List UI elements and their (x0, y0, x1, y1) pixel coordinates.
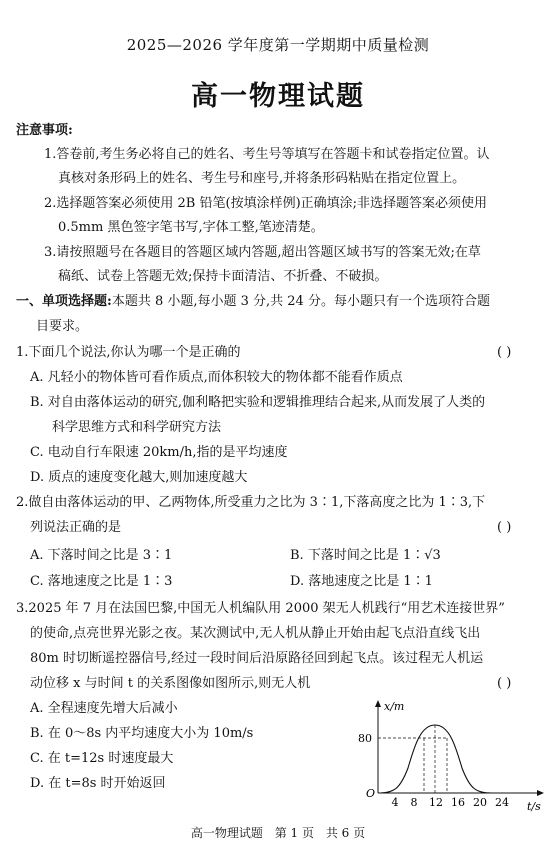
q1-option-a: A. 凡轻小的物体皆可看作质点,而体积较大的物体都不能看作质点 (30, 370, 403, 385)
q3-option-c: C. 在 t=12s 时速度最大 (30, 751, 174, 766)
notice-item-2-line-2: 0.5mm 黑色签字笔书写,字体工整,笔迹清楚。 (58, 220, 324, 235)
section-1-heading: 一、单项选择题: (16, 294, 112, 309)
t-axis-label: t/s (527, 800, 541, 813)
q1-answer-parens: ( ) (497, 345, 512, 360)
notice-item-3-line-2: 稿纸、试卷上答题无效;保持卡面清洁、不折叠、不破损。 (58, 269, 388, 284)
q3-option-b: B. 在 0～8s 内平均速度大小为 10m/s (30, 726, 254, 741)
footer-page-number: 第 1 页 (274, 826, 314, 840)
section-1-intro (16, 294, 490, 310)
q1-option-c: C. 电动自行车限速 20km/h,指的是平均速度 (30, 445, 288, 460)
q3-answer-parens: ( ) (497, 676, 512, 691)
q3-stem-line-2: 的使命,点亮世界光影之夜。某次测试中,无人机从静止开始由起飞点沿直线飞出 (30, 626, 481, 641)
x-tick-4: 4 (391, 796, 399, 809)
notice-item-3-line-1: 3.请按照题号在各题目的答题区域内答题,超出答题区域书写的答案无效;在草 (44, 245, 481, 260)
q3-option-d: D. 在 t=8s 时开始返回 (30, 776, 166, 791)
q1-option-b-line-1: B. 对自由落体运动的研究,伽利略把实验和逻辑推理结合起来,从而发展了人类的 (30, 395, 486, 410)
notice-heading: 注意事项: (16, 123, 73, 138)
q1-stem: 1.下面几个说法,你认为哪一个是正确的 (16, 345, 241, 360)
q2-option-a: A. 下落时间之比是 3∶1 (30, 548, 173, 563)
notice-item-1-line-1: 1.答卷前,考生务必将自己的姓名、考生号等填写在答题卡和试卷指定位置。认 (44, 147, 490, 162)
x-axis-arrow (375, 700, 381, 707)
exam-title-line: 2025—2026 学年度第一学期期中质量检测 (126, 36, 430, 54)
section-1-text: 本题共 8 小题,每小题 3 分,共 24 分。每小题只有一个选项符合题 (111, 294, 490, 309)
x-axis-label: x/m (384, 700, 405, 713)
q2-option-b: B. 下落时间之比是 1∶√3 (290, 548, 441, 563)
y-tick-80: 80 (358, 732, 372, 745)
x-tick-16: 16 (451, 796, 465, 809)
q2-stem-line-2: 列说法正确的是 (30, 520, 122, 535)
q1-option-b-line-2: 科学思维方式和科学研究方法 (52, 420, 222, 435)
page-title: 高一物理试题 (191, 81, 365, 112)
page-footer (0, 824, 556, 841)
section-1-text-line-2: 目要求。 (36, 319, 89, 334)
x-t-graph (356, 696, 552, 814)
q3-stem-line-3: 80m 时切断遥控器信号,经过一段时间后沿原路径回到起飞点。该过程无人机运 (30, 651, 484, 666)
q3-stem-line-1: 3.2025 年 7 月在法国巴黎,中国无人机编队用 2000 架无人机践行“用艺术连接世界” (16, 601, 505, 616)
footer-title: 高一物理试题 (190, 826, 263, 840)
x-tick-8: 8 (410, 796, 418, 809)
notice-item-1-line-2: 真核对条形码上的姓名、考生号和座号,并将条形码粘贴在指定位置上。 (58, 171, 466, 186)
t-axis-arrow (537, 790, 544, 796)
origin-label: O (366, 787, 376, 800)
q1-option-d: D. 质点的速度变化越大,则加速度越大 (30, 470, 248, 485)
q2-option-c: C. 落地速度之比是 1∶3 (30, 574, 173, 589)
x-tick-24: 24 (495, 796, 509, 809)
q3-option-a: A. 全程速度先增大后减小 (30, 701, 178, 716)
q2-answer-parens: ( ) (497, 520, 512, 535)
x-tick-12: 12 (429, 796, 443, 809)
footer-total-pages: 共 6 页 (325, 826, 366, 840)
q2-option-d: D. 落地速度之比是 1∶1 (290, 574, 433, 589)
notice-item-2-line-1: 2.选择题答案必须使用 2B 铅笔(按填涂样例)正确填涂;非选择题答案必须使用 (44, 196, 488, 211)
q3-stem-line-4: 动位移 x 与时间 t 的关系图像如图所示,则无人机 (30, 676, 311, 691)
x-tick-20: 20 (473, 796, 487, 809)
q2-stem-line-1: 2.做自由落体运动的甲、乙两物体,所受重力之比为 3∶1,下落高度之比为 1∶3,下 (16, 495, 486, 510)
